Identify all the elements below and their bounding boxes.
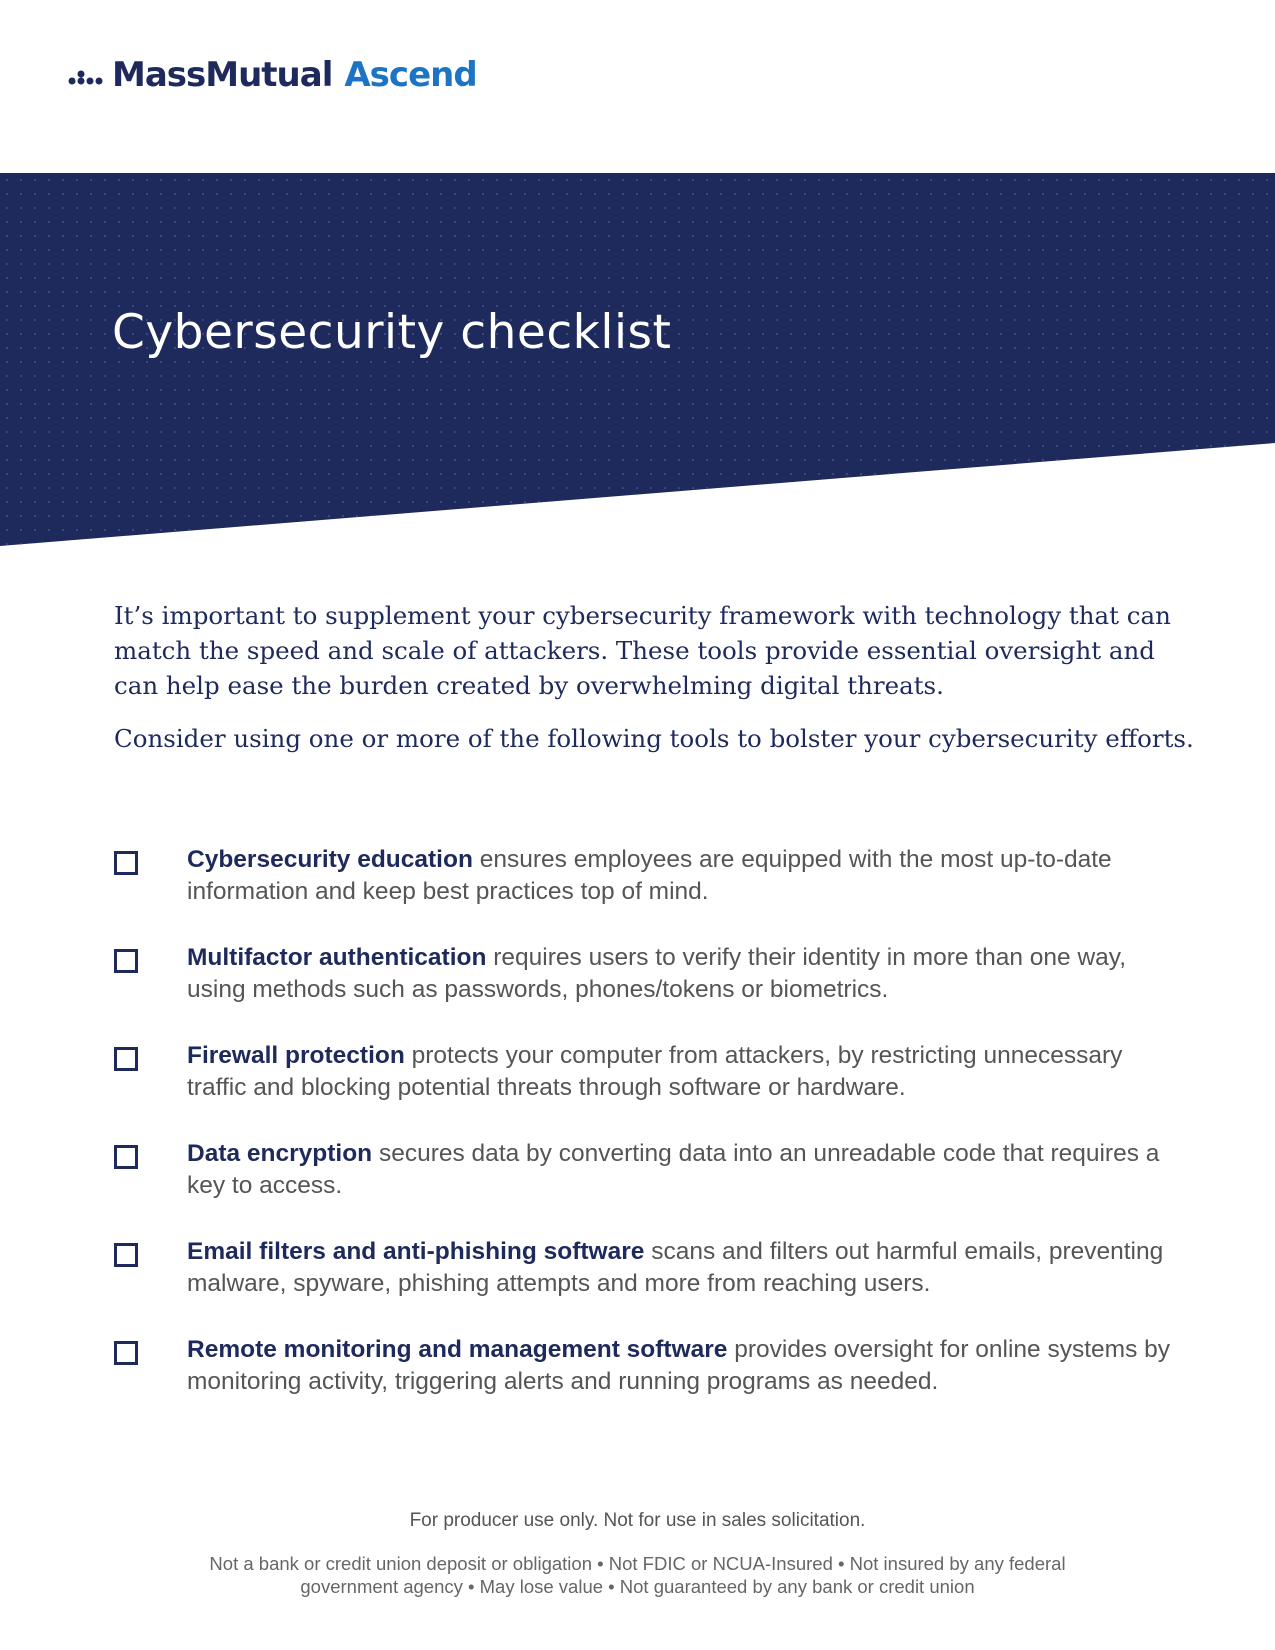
- checklist: [114, 844, 1174, 1432]
- intro-paragraph: It’s important to supplement your cybersecurity framework with technology that can match the speed and scale of attackers. These tools provide essential oversight and can help ease the burden created by overwhelming digital threats.: [114, 601, 1171, 700]
- checklist-item-firewall: [114, 1040, 1174, 1138]
- checklist-item-term: Remote monitoring and management software: [187, 1336, 728, 1363]
- logo-text-massmutual: MassMutual: [112, 55, 333, 95]
- legal-disclaimer: Not a bank or credit union deposit or obligation • Not FDIC or NCUA-Insured • Not insured by any federal government agency • May lose value • Not guaranteed by any bank or credit union: [209, 1553, 1066, 1597]
- checklist-item-education: [114, 844, 1174, 942]
- checkbox[interactable]: [114, 949, 138, 973]
- checklist-item-term: Cybersecurity education: [187, 846, 473, 873]
- intro-section: [114, 598, 1194, 756]
- checklist-item-text: [187, 1334, 1187, 1398]
- checklist-item-text: [187, 942, 1187, 1006]
- checkbox[interactable]: [114, 1047, 138, 1071]
- logo-text-ascend: Ascend: [344, 55, 477, 95]
- checklist-item-text: [187, 1040, 1187, 1104]
- brand-logo: [68, 55, 477, 95]
- checklist-item-description: scans and filters out harmful emails, preventing malware, spyware, phishing attempts and more from reaching users.: [187, 1238, 1164, 1297]
- checkbox[interactable]: [114, 851, 138, 875]
- page-title: Cybersecurity checklist: [112, 305, 672, 360]
- checkbox[interactable]: [114, 1243, 138, 1267]
- checklist-item-description: secures data by converting data into an unreadable code that requires a key to access.: [187, 1140, 1160, 1199]
- checklist-item-text: [187, 1138, 1187, 1202]
- checklist-item-term: Multifactor authentication: [187, 944, 487, 971]
- checklist-item-description: protects your computer from attackers, by restricting unnecessary traffic and blocking potential threats through software or hardware.: [187, 1042, 1123, 1101]
- intro-call-to-action: Consider using one or more of the following tools to bolster your cybersecurity efforts.: [114, 724, 1194, 753]
- checklist-item-description: provides oversight for online systems by monitoring activity, triggering alerts and running programs as needed.: [187, 1336, 1170, 1395]
- checklist-item-term: Email filters and anti-phishing software: [187, 1238, 645, 1265]
- checklist-item-term: Firewall protection: [187, 1042, 405, 1069]
- checkbox[interactable]: [114, 1145, 138, 1169]
- checklist-item-text: [187, 844, 1187, 908]
- checklist-item-encryption: [114, 1138, 1174, 1236]
- checklist-item-mfa: [114, 942, 1174, 1040]
- checklist-item-term: Data encryption: [187, 1140, 373, 1167]
- checklist-item-description: ensures employees are equipped with the most up-to-date information and keep best practices top of mind.: [187, 846, 1112, 905]
- checklist-item-text: [187, 1236, 1187, 1300]
- producer-use-note: For producer use only. Not for use in sales solicitation.: [409, 1510, 866, 1531]
- checklist-item-email-filters: [114, 1236, 1174, 1334]
- checkbox[interactable]: [114, 1341, 138, 1365]
- logo-dots-icon: [68, 65, 106, 85]
- checklist-item-description: requires users to verify their identity in more than one way, using methods such as passwords, phones/tokens or biometrics.: [187, 944, 1127, 1003]
- checklist-item-remote-monitoring: [114, 1334, 1174, 1432]
